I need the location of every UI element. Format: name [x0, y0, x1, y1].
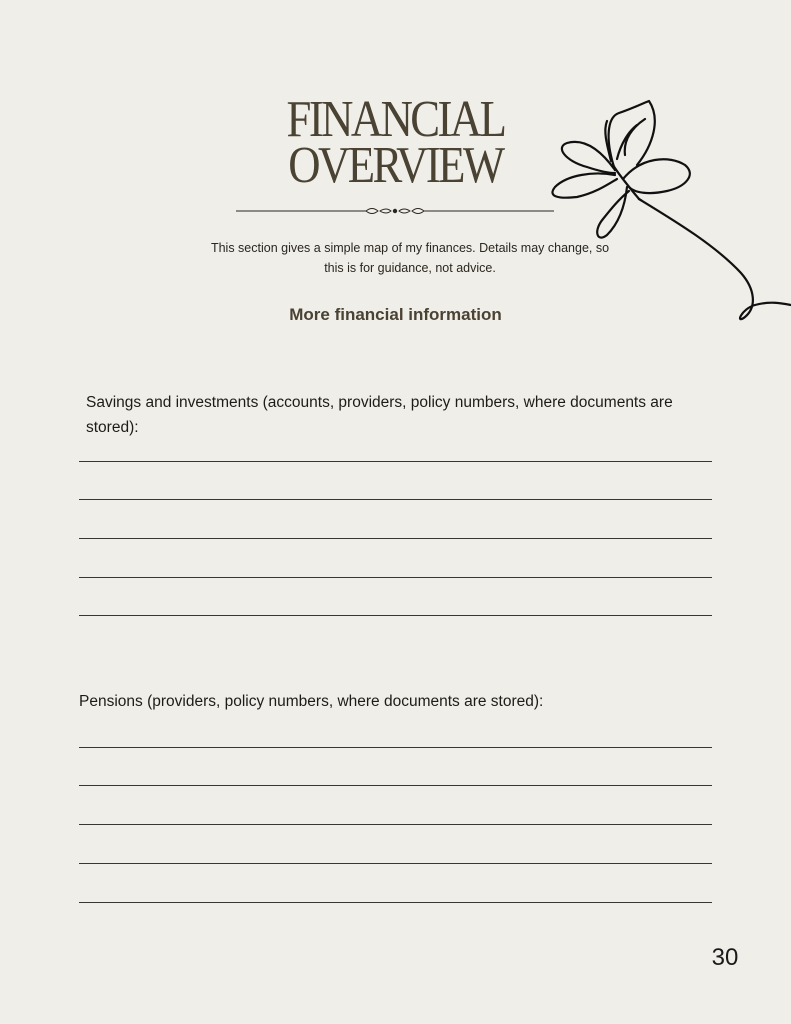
writing-line[interactable]	[79, 747, 712, 748]
section-subheading: More financial information	[289, 305, 502, 324]
savings-prompt: Savings and investments (accounts, providers, policy numbers, where documents are stored):	[86, 394, 673, 436]
title-line-1: FINANCIAL	[286, 91, 505, 148]
writing-line[interactable]	[79, 538, 712, 539]
writing-line[interactable]	[79, 615, 712, 616]
writing-line[interactable]	[79, 863, 712, 864]
writing-line[interactable]	[79, 461, 712, 462]
writing-line[interactable]	[79, 824, 712, 825]
page-number: 30	[711, 944, 739, 971]
butterfly-flower-line-icon	[545, 95, 791, 330]
writing-line[interactable]	[79, 902, 712, 903]
pensions-prompt: Pensions (providers, policy numbers, where documents are stored):	[79, 693, 544, 710]
writing-line[interactable]	[79, 785, 712, 786]
ornamental-divider-icon	[236, 205, 554, 217]
writing-line[interactable]	[79, 499, 712, 500]
title-line-2: OVERVIEW	[288, 137, 503, 194]
writing-line[interactable]	[79, 577, 712, 578]
intro-text: This section gives a simple map of my finances. Details may change, so this is for guidance, not advice.	[210, 241, 610, 275]
